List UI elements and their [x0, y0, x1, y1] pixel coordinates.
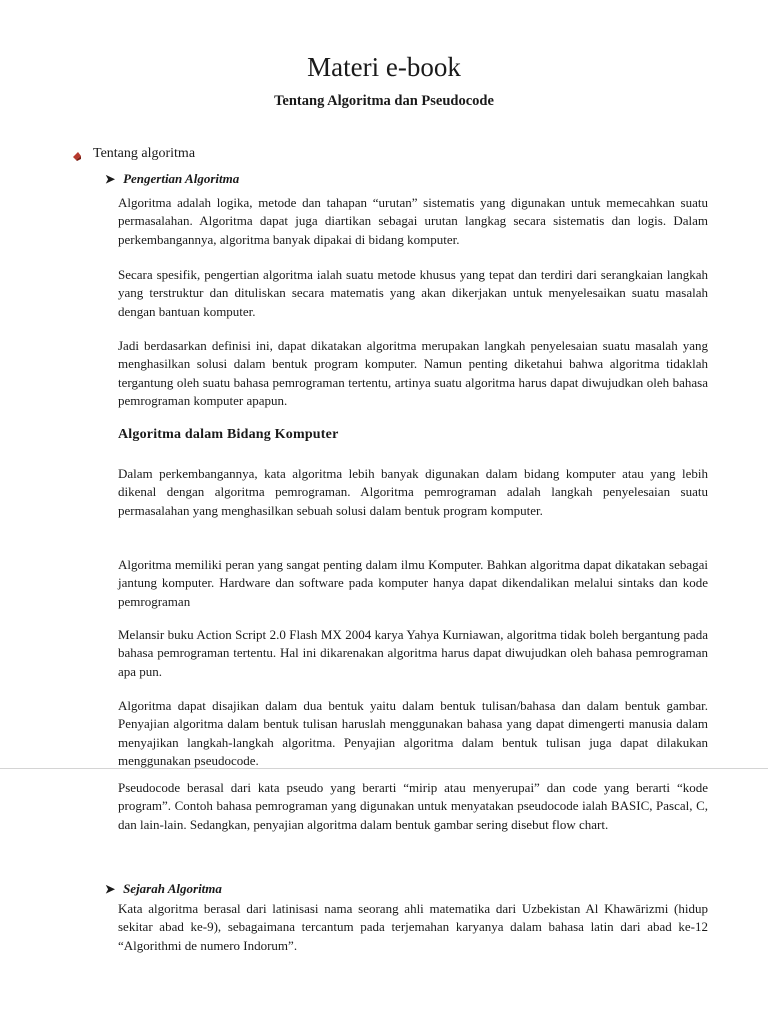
document-subtitle: Tentang Algoritma dan Pseudocode [274, 93, 494, 109]
pengertian-paragraph-3: Jadi berdasarkan definisi ini, dapat dikatakan algoritma merupakan langkah penyelesaian suatu masalah yang menghasilkan solusi dalam bentuk program komputer. Namun penting diketahui bahwa algoritma tidaklah tergantung oleh suatu bahasa pemrograman tertentu, artinya suatu algoritma harus dapat diwujudkan oleh bahasa pemrograman komputer apapun. [118, 338, 708, 408]
bidang-paragraph-3: Melansir buku Action Script 2.0 Flash MX 2004 karya Yahya Kurniawan, algoritma tidak boleh bergantung pada bahasa pemrograman tertentu. Hal ini dikarenakan algoritma harus dapat diwujudkan oleh bahasa pemrograman apa pun. [118, 627, 708, 679]
sejarah-paragraph-1: Kata algoritma berasal dari latinisasi nama seorang ahli matematika dari Uzbekistan Al Khawārizmi (hidup sekitar abad ke-9), sebagaimana tercantum pada terjemahan karyanya dalam bahasa latin dari abad ke-12 “Algorithmi de numero Indorum”. [118, 901, 708, 953]
bidang-komputer-heading: Algoritma dalam Bidang Komputer [118, 427, 339, 442]
bidang-paragraph-4: Algoritma dapat disajikan dalam dua bentuk yaitu dalam bentuk tulisan/bahasa dan dalam bentuk gambar. Penyajian algoritma dalam bentuk tulisan haruslah menggunakan bahasa yang dapat dimengerti manusia dalam menyajikan langkah-langkah algoritma. Penyajian algoritma dalam bentuk tulisan juga dapat dilakukan menggunakan pseudocode. [118, 698, 708, 768]
arrow-bullet-icon: ➤ [105, 171, 116, 186]
sejarah-subheading [105, 881, 222, 897]
pengertian-paragraph-1: Algoritma adalah logika, metode dan tahapan “urutan” sistematis yang digunakan untuk memecahkan suatu permasalahan. Algoritma dapat juga diartikan sebagai urutan langkag secara sistematis dan logis. Dalam perkembangannya, algoritma banyak dipakai di bidang komputer. [118, 195, 708, 247]
pengertian-subheading [105, 171, 239, 187]
red-diamond-bullet-icon [72, 151, 82, 161]
topic-bullet-label: Tentang algoritma [93, 146, 196, 161]
pengertian-paragraph-2: Secara spesifik, pengertian algoritma ialah suatu metode khusus yang tepat dan terdiri dari serangkaian langkah yang terstruktur dan dituliskan secara matematis yang akan dikerjakan untuk menyelesaikan suatu masalah dengan bantuan komputer. [118, 267, 708, 319]
document-title: Materi e-book [307, 52, 461, 82]
topic-bullet [72, 146, 195, 162]
sejarah-heading: Sejarah Algoritma [123, 881, 222, 896]
page-divider [0, 768, 768, 769]
bidang-paragraph-5: Pseudocode berasal dari kata pseudo yang berarti “mirip atau menyerupai” dan code yang berarti “kode program”. Contoh bahasa pemrograman yang digunakan untuk menyatakan pseudocode ialah BASIC, Pascal, C, dan lain-lain. Sedangkan, penyajian algoritma dalam bentuk gambar sering disebut flow chart. [118, 780, 708, 832]
arrow-bullet-icon: ➤ [105, 881, 116, 896]
pengertian-heading: Pengertian Algoritma [123, 171, 240, 186]
bidang-paragraph-1: Dalam perkembangannya, kata algoritma lebih banyak digunakan dalam bidang komputer atau yang lebih dikenal dengan algoritma pemrograman. Algoritma pemrograman adalah langkah penyelesaian suatu permasalahan yang menghasilkan sebuah solusi dalam bentuk program komputer. [118, 466, 708, 518]
bidang-paragraph-2: Algoritma memiliki peran yang sangat penting dalam ilmu Komputer. Bahkan algoritma dapat dikatakan sebagai jantung komputer. Hardware dan software pada komputer hanya dapat dikendalikan melalui sintaks dan kode pemrograman [118, 557, 708, 609]
